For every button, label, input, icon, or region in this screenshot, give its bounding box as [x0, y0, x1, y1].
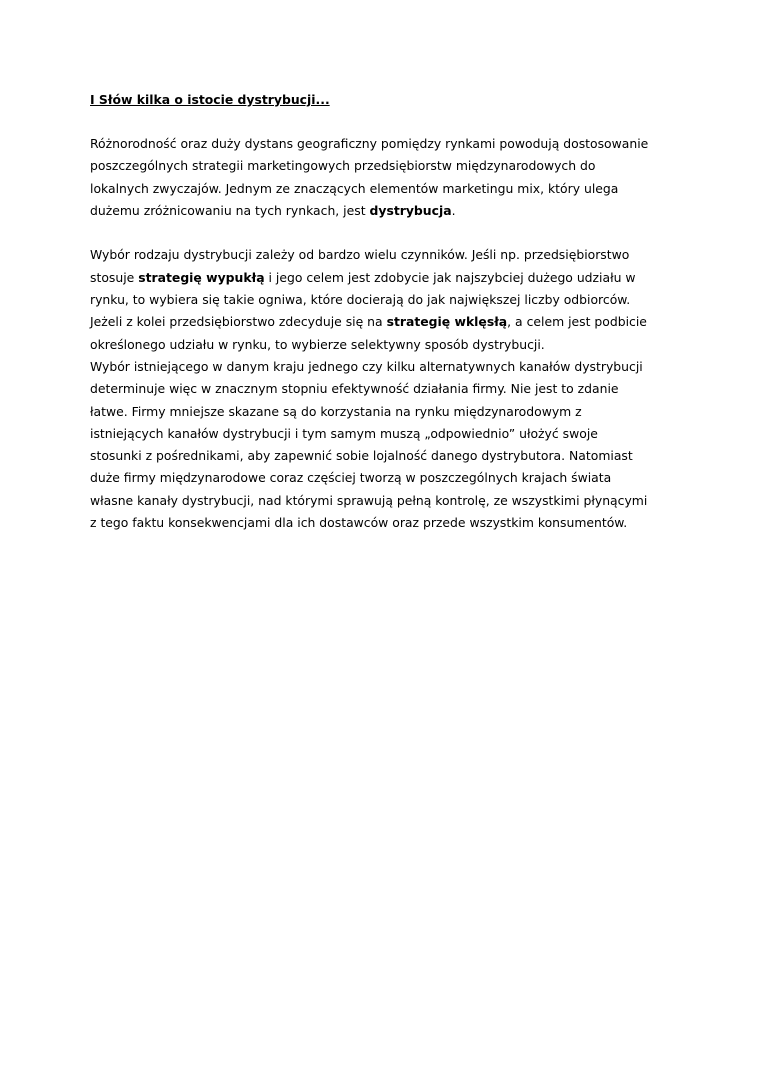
text-line: Różnorodność oraz duży dystans geograficzny pomiędzy rynkami powodują dostosowanie — [90, 136, 649, 151]
section-heading: I Słów kilka o istocie dystrybucji... — [90, 92, 330, 107]
text-line: determinuje więc w znacznym stopniu efektywność działania firmy. Nie jest to zdanie — [90, 381, 619, 397]
text-line: Wybór istniejącego w danym kraju jednego czy kilku alternatywnych kanałów dystrybucji — [90, 358, 643, 374]
paragraph-distribution-choice — [90, 244, 680, 534]
text-line: własne kanały dystrybucji, nad którymi sprawują pełną kontrolę, ze wszystkimi płynącymi — [90, 492, 648, 508]
text-line — [90, 311, 680, 333]
bold-term-concave-strategy: strategię wklęsłą — [386, 314, 508, 330]
text-line: stosunki z pośrednikami, aby zapewnić sobie lojalność danego dystrybutora. Natomiast — [90, 448, 633, 464]
text-line: poszczególnych strategii marketingowych przedsiębiorstw międzynarodowych do — [90, 158, 596, 174]
text-line: łatwe. Firmy mniejsze skazane są do korzystania na rynku międzynarodowym z — [90, 403, 582, 419]
bold-term-dystrybucja: dystrybucja — [369, 202, 452, 218]
text-run: Jeżeli z kolei przedsiębiorstwo zdecyduje się na — [90, 314, 387, 330]
paragraph-gap — [90, 222, 680, 244]
document-body — [90, 89, 680, 534]
text-line — [90, 267, 680, 289]
text-line: rynku, to wybiera się takie ogniwa, które docierają do jak największej liczby odbiorców. — [90, 292, 631, 308]
text-line: z tego faktu konsekwencjami dla ich dostawców oraz przede wszystkim konsumentów. — [90, 515, 628, 531]
text-run: , a celem jest podbicie — [507, 314, 647, 330]
text-line: duże firmy międzynarodowe coraz częściej tworzą w poszczególnych krajach świata — [90, 470, 612, 486]
bold-term-convex-strategy: strategię wypukłą — [138, 269, 265, 285]
text-run: dużemu zróżnicowaniu na tych rynkach, jest — [90, 202, 370, 218]
text-run: stosuje — [90, 269, 139, 285]
text-line: Wybór rodzaju dystrybucji zależy od bardzo wielu czynników. Jeśli np. przedsiębiorstwo — [90, 247, 630, 263]
text-line — [90, 200, 680, 222]
text-run: . — [451, 202, 456, 218]
text-line: istniejących kanałów dystrybucji i tym samym muszą „odpowiednio” ułożyć swoje — [90, 425, 598, 441]
text-line: określonego udziału w rynku, to wybierze selektywny sposób dystrybucji. — [90, 336, 545, 352]
text-run: i jego celem jest zdobycie jak najszybciej dużego udziału w — [264, 269, 636, 285]
text-line: lokalnych zwyczajów. Jednym ze znaczących elementów marketingu mix, który ulega — [90, 180, 619, 196]
paragraph-intro — [90, 133, 680, 244]
